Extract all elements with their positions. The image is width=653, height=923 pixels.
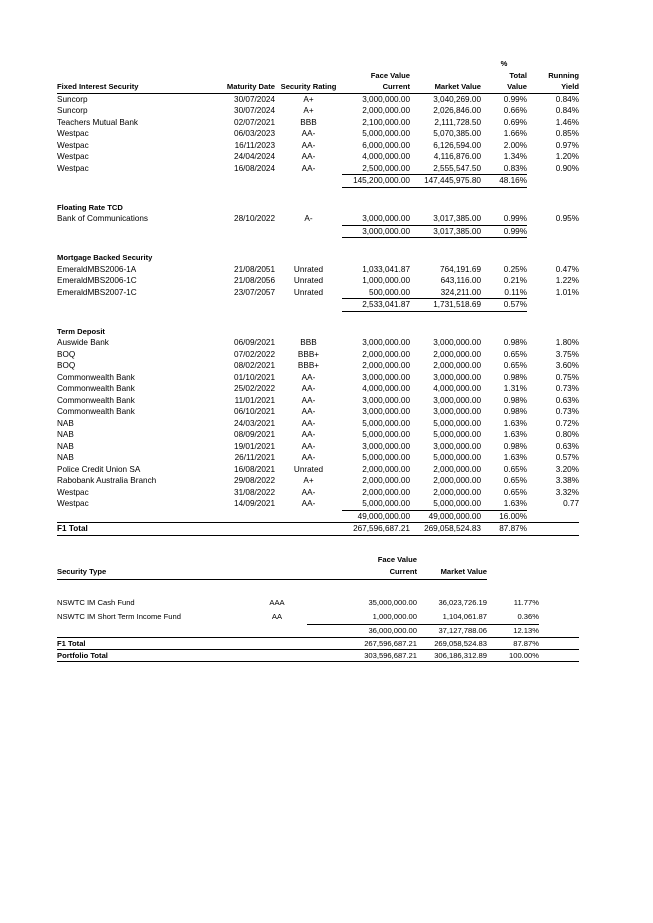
portfolio-report	[57, 58, 579, 662]
security-rating: AA-	[301, 140, 316, 150]
funds-market-header: Market Value	[417, 565, 487, 580]
portfolio-total-label: Portfolio Total	[57, 650, 247, 662]
face-value: 5,000,000.00	[362, 499, 410, 508]
funds-subtotal-pct: 12.13%	[487, 625, 539, 638]
pct-total: 0.98%	[503, 407, 527, 416]
subtotal-row	[57, 225, 579, 238]
table-row	[57, 406, 579, 418]
table-row	[57, 128, 579, 140]
security-name: Police Credit Union SA	[57, 464, 141, 474]
security-name: EmeraldMBS2007-1C	[57, 287, 137, 297]
pct-total: 1.63%	[503, 418, 527, 428]
security-rating: Unrated	[293, 287, 324, 297]
maturity-date: 07/02/2022	[234, 349, 275, 359]
subtotal-face: 49,000,000.00	[342, 510, 410, 523]
subtotal-face: 2,533,041.87	[342, 299, 410, 312]
securities-table	[57, 58, 579, 536]
running-yield: 0.73%	[555, 407, 579, 416]
table-row	[57, 163, 579, 175]
face-value: 500,000.00	[369, 287, 410, 297]
market-value: 5,000,000.00	[433, 430, 481, 439]
table-row	[57, 452, 579, 464]
market-value: 2,000,000.00	[433, 361, 481, 370]
maturity-date: 25/02/2022	[234, 384, 275, 393]
running-yield: 0.73%	[555, 384, 579, 393]
running-yield: 1.20%	[555, 152, 579, 161]
pct-total: 0.65%	[503, 361, 527, 370]
running-yield: 1.01%	[555, 287, 579, 297]
security-rating: AA-	[301, 395, 316, 405]
running-yield: 0.90%	[555, 163, 579, 173]
market-value: 5,000,000.00	[433, 453, 481, 462]
portfolio-total-market: 306,186,312.89	[417, 650, 487, 662]
term-deposit-title: Term Deposit	[57, 326, 105, 336]
maturity-date: 23/07/2057	[234, 287, 275, 297]
subtotal-pct: 0.57%	[481, 299, 527, 312]
mortgage-rows	[57, 264, 579, 312]
running-yield: 3.20%	[555, 464, 579, 474]
pct-total: 1.34%	[503, 152, 527, 161]
subtotal-face: 3,000,000.00	[342, 225, 410, 238]
pct-header-symbol: %	[500, 59, 508, 68]
maturity-date: 24/04/2024	[234, 152, 275, 161]
maturity-date: 16/08/2024	[234, 163, 275, 173]
face-value: 2,000,000.00	[362, 361, 410, 370]
market-value: 2,000,000.00	[433, 464, 481, 474]
fund-market-value: 36,023,726.19	[438, 598, 487, 607]
subtotal-pct: 48.16%	[481, 175, 527, 188]
market-value: 3,000,000.00	[433, 407, 481, 416]
security-name: Commonwealth Bank	[57, 395, 135, 405]
market-value: 764,191.69	[440, 264, 481, 274]
security-name: Teachers Mutual Bank	[57, 117, 139, 127]
f1-total-row	[57, 523, 579, 536]
maturity-date: 06/09/2021	[234, 338, 275, 347]
running-yield: 0.80%	[555, 430, 579, 439]
fund-row	[57, 596, 579, 610]
market-value: 3,000,000.00	[433, 338, 481, 347]
running-yield: 0.85%	[555, 129, 579, 138]
maturity-date: 29/08/2022	[234, 476, 275, 485]
face-value: 5,000,000.00	[362, 453, 410, 462]
fund-name: NSWTC IM Short Term Income Fund	[57, 612, 181, 622]
subtotal-market: 3,017,385.00	[410, 225, 481, 238]
running-yield: 3.38%	[555, 476, 579, 485]
maturity-date: 08/02/2021	[234, 361, 275, 370]
security-name: EmeraldMBS2006-1A	[57, 264, 137, 274]
pct-total: 0.99%	[503, 94, 527, 104]
rating-header: Security Rating	[275, 81, 342, 93]
security-name: Bank of Communications	[57, 214, 149, 224]
security-name: Commonwealth Bank	[57, 407, 135, 416]
running-yield: 0.84%	[555, 94, 579, 104]
subtotal-row	[57, 175, 579, 188]
portfolio-total-face: 303,596,687.21	[307, 650, 417, 662]
security-rating: AA-	[301, 384, 316, 393]
maturity-date: 21/08/2051	[234, 264, 275, 274]
maturity-date: 11/01/2021	[234, 395, 275, 405]
table-row	[57, 429, 579, 441]
maturity-date: 30/07/2024	[234, 106, 275, 115]
pct-total: 1.63%	[503, 499, 527, 508]
face-value: 2,500,000.00	[362, 163, 410, 173]
market-value: 643,116.00	[440, 276, 481, 285]
market-value: 3,000,000.00	[433, 441, 481, 451]
market-value: 5,070,385.00	[433, 129, 481, 138]
face-value: 2,000,000.00	[362, 106, 410, 115]
market-value: 2,000,000.00	[433, 487, 481, 497]
maturity-date: 08/09/2021	[234, 430, 275, 439]
pct-total: 0.21%	[503, 276, 527, 285]
fund-pct: 11.77%	[513, 598, 539, 607]
security-rating: AA-	[301, 418, 316, 428]
security-rating: AA-	[301, 152, 316, 161]
table-row	[57, 287, 579, 299]
security-name: Commonwealth Bank	[57, 384, 135, 393]
pct-total: 1.63%	[503, 430, 527, 439]
table-row	[57, 395, 579, 407]
pct-total: 0.65%	[503, 476, 527, 485]
market-value: 2,111,728.50	[434, 117, 481, 127]
market-value: 2,026,846.00	[433, 106, 481, 115]
table-row	[57, 475, 579, 487]
running-yield: 1.80%	[555, 338, 579, 347]
face-value: 4,000,000.00	[362, 384, 410, 393]
term-deposit-rows	[57, 337, 579, 523]
yield-header-yield: Yield	[527, 81, 579, 93]
face-value: 2,000,000.00	[362, 464, 410, 474]
security-header: Fixed Interest Security	[57, 81, 205, 93]
market-value: 3,017,385.00	[433, 214, 481, 223]
security-type-header: Security Type	[57, 565, 247, 580]
table-row	[57, 498, 579, 510]
security-name: Westpac	[57, 163, 89, 173]
market-value: 5,000,000.00	[433, 418, 481, 428]
security-rating: AA-	[301, 129, 316, 138]
fund-face-value: 1,000,000.00	[372, 612, 417, 621]
security-rating: AA-	[301, 441, 316, 451]
security-rating: A+	[303, 94, 314, 104]
face-value: 1,033,041.87	[362, 264, 410, 274]
funds-f1-total-row	[57, 638, 579, 650]
floating-title: Floating Rate TCD	[57, 202, 123, 212]
face-value: 3,000,000.00	[362, 372, 410, 382]
funds-subtotal-market: 37,127,788.06	[417, 625, 487, 638]
security-rating: BBB	[300, 117, 317, 127]
portfolio-total-pct: 100.00%	[487, 650, 539, 662]
f1-total-label: F1 Total	[57, 523, 205, 536]
pct-header-value: Value	[481, 81, 527, 93]
security-name: Westpac	[57, 129, 89, 138]
security-rating: AA-	[301, 163, 316, 173]
running-yield: 0.47%	[555, 264, 579, 274]
fund-pct: 0.36%	[517, 612, 539, 621]
face-value: 2,000,000.00	[362, 349, 410, 359]
maturity-date: 14/09/2021	[234, 499, 275, 509]
face-value: 6,000,000.00	[362, 140, 410, 150]
running-yield: 3.60%	[555, 361, 579, 370]
table-row	[57, 140, 579, 152]
subtotal-pct: 16.00%	[481, 510, 527, 523]
pct-total: 0.11%	[504, 287, 527, 297]
subtotal-face: 145,200,000.00	[342, 175, 410, 188]
market-value: 5,000,000.00	[433, 499, 481, 508]
running-yield: 0.77	[563, 499, 579, 509]
running-yield: 0.63%	[555, 441, 579, 451]
face-value: 1,000,000.00	[362, 276, 410, 285]
maturity-date: 01/10/2021	[234, 372, 275, 382]
pct-total: 0.98%	[503, 441, 527, 451]
pct-total: 0.66%	[503, 106, 527, 115]
pct-total: 0.98%	[503, 395, 527, 405]
pct-total: 1.63%	[503, 453, 527, 462]
funds-f1-total-label: F1 Total	[57, 638, 247, 650]
market-value: 324,211.00	[440, 287, 481, 297]
face-value: 3,000,000.00	[362, 395, 410, 405]
security-name: NAB	[57, 418, 74, 428]
table-row	[57, 337, 579, 349]
fixed-interest-section	[57, 93, 579, 187]
security-rating: A+	[303, 476, 314, 485]
security-name: NAB	[57, 430, 74, 439]
table-row	[57, 487, 579, 499]
security-rating: Unrated	[293, 264, 324, 274]
security-rating: AA-	[301, 430, 316, 439]
floating-rows	[57, 213, 579, 238]
subtotal-market: 49,000,000.00	[410, 510, 481, 523]
security-name: NAB	[57, 453, 74, 462]
subtotal-market: 147,445,975.80	[410, 175, 481, 188]
face-value: 2,000,000.00	[362, 487, 410, 497]
funds-current-header: Current	[307, 565, 417, 580]
face-value: 4,000,000.00	[362, 152, 410, 161]
maturity-header: Maturity Date	[205, 81, 275, 93]
pct-total: 0.98%	[503, 338, 527, 347]
fund-rating: AA	[271, 612, 283, 622]
maturity-date: 26/11/2021	[234, 453, 275, 462]
security-name: BOQ	[57, 349, 76, 359]
funds-subtotal-row	[57, 625, 579, 638]
security-rating: BBB+	[297, 361, 320, 370]
pct-total: 0.98%	[503, 372, 527, 382]
running-yield: 0.84%	[555, 106, 579, 115]
table-row	[57, 418, 579, 430]
security-name: Commonwealth Bank	[57, 372, 135, 382]
maturity-date: 19/01/2021	[234, 441, 275, 451]
running-yield: 0.57%	[555, 453, 579, 462]
face-value: 3,000,000.00	[362, 407, 410, 416]
table-row	[57, 360, 579, 372]
market-value: 3,000,000.00	[433, 372, 481, 382]
pct-total: 0.65%	[503, 487, 527, 497]
table-row	[57, 275, 579, 287]
fund-rating: AAA	[269, 598, 285, 607]
table-row	[57, 151, 579, 163]
market-value: 4,116,876.00	[433, 152, 481, 161]
face-value: 3,000,000.00	[362, 94, 410, 104]
maturity-date: 06/03/2023	[234, 129, 275, 138]
running-yield: 1.22%	[555, 276, 579, 285]
running-yield: 0.72%	[555, 418, 579, 428]
security-rating: AA-	[301, 372, 316, 382]
maturity-date: 28/10/2022	[234, 214, 275, 224]
security-name: Rabobank Australia Branch	[57, 476, 157, 485]
maturity-date: 06/10/2021	[234, 407, 275, 416]
subtotal-row	[57, 299, 579, 312]
security-rating: BBB	[300, 338, 317, 347]
running-yield: 0.63%	[555, 395, 579, 405]
fund-face-value: 35,000,000.00	[368, 598, 417, 607]
pct-total: 0.65%	[503, 464, 527, 474]
security-rating: AA-	[301, 499, 316, 509]
pct-total: 1.31%	[503, 384, 527, 393]
funds-table	[57, 554, 579, 663]
table-row	[57, 464, 579, 476]
yield-header-running: Running	[548, 70, 579, 80]
running-yield: 3.32%	[555, 487, 579, 497]
market-value: 2,000,000.00	[433, 476, 481, 485]
floating-section	[57, 187, 579, 213]
fund-row	[57, 610, 579, 625]
market-value: 2,000,000.00	[433, 349, 481, 359]
security-name: EmeraldMBS2006-1C	[57, 276, 137, 285]
security-rating: Unrated	[293, 464, 324, 474]
security-rating: A-	[304, 214, 313, 224]
face-value: 2,000,000.00	[362, 476, 410, 485]
face-value: 5,000,000.00	[362, 418, 410, 428]
security-rating: AA-	[301, 453, 316, 462]
pct-header-total: Total	[509, 70, 527, 80]
table-row	[57, 264, 579, 276]
table-row	[57, 213, 579, 225]
security-rating: Unrated	[293, 276, 324, 285]
funds-face-value-header: Face Value	[377, 554, 417, 564]
subtotal-row	[57, 510, 579, 523]
face-value: 3,000,000.00	[362, 338, 410, 347]
security-name: Auswide Bank	[57, 338, 109, 347]
security-rating: A+	[303, 106, 314, 115]
security-rating: BBB+	[297, 349, 320, 359]
security-name: NAB	[57, 441, 74, 451]
fund-name: NSWTC IM Cash Fund	[57, 598, 135, 607]
term-deposit-section	[57, 311, 579, 337]
market-value: 6,126,594.00	[433, 140, 481, 150]
security-name: Westpac	[57, 487, 89, 497]
subtotal-market: 1,731,518.69	[410, 299, 481, 312]
mortgage-section	[57, 238, 579, 264]
funds-f1-total-pct: 87.87%	[487, 638, 539, 650]
table-row	[57, 93, 579, 105]
table-row	[57, 441, 579, 453]
funds-rows	[57, 596, 579, 625]
face-current-header: Current	[342, 81, 410, 93]
security-name: Westpac	[57, 499, 89, 509]
portfolio-total-row	[57, 650, 579, 662]
security-name: Suncorp	[57, 94, 88, 104]
security-name: BOQ	[57, 361, 76, 370]
table-row	[57, 383, 579, 395]
face-value-header: Face Value	[370, 70, 410, 80]
f1-total-pct: 87.87%	[481, 523, 527, 536]
pct-total: 0.65%	[503, 349, 527, 359]
table-row	[57, 372, 579, 384]
face-value: 5,000,000.00	[362, 129, 410, 138]
table-row	[57, 105, 579, 117]
running-yield: 0.75%	[555, 372, 579, 382]
funds-f1-total-market: 269,058,524.83	[417, 638, 487, 650]
maturity-date: 16/08/2021	[234, 464, 275, 474]
pct-total: 1.66%	[503, 129, 527, 138]
pct-total: 0.99%	[503, 214, 527, 223]
security-rating: AA-	[301, 487, 316, 497]
market-value-header: Market Value	[410, 81, 481, 93]
f1-total-market: 269,058,524.83	[410, 523, 481, 536]
maturity-date: 21/08/2056	[234, 276, 275, 285]
market-value: 3,040,269.00	[433, 94, 481, 104]
maturity-date: 24/03/2021	[234, 418, 275, 428]
subtotal-pct: 0.99%	[481, 225, 527, 238]
face-value: 3,000,000.00	[362, 441, 410, 451]
market-value: 3,000,000.00	[433, 395, 481, 405]
market-value: 4,000,000.00	[433, 384, 481, 393]
pct-total: 0.25%	[503, 264, 527, 274]
pct-total: 2.00%	[503, 140, 527, 150]
face-value: 5,000,000.00	[362, 430, 410, 439]
running-yield: 1.46%	[555, 117, 579, 127]
security-name: Suncorp	[57, 106, 88, 115]
fund-market-value: 1,104,061.87	[442, 612, 487, 621]
running-yield: 0.95%	[555, 214, 579, 224]
funds-f1-total-face: 267,596,687.21	[307, 638, 417, 650]
table-row	[57, 117, 579, 129]
security-rating: AA-	[301, 407, 316, 416]
f1-total-face: 267,596,687.21	[342, 523, 410, 536]
running-yield: 3.75%	[555, 349, 579, 359]
maturity-date: 02/07/2021	[234, 117, 275, 127]
maturity-date: 31/08/2022	[234, 487, 275, 497]
market-value: 2,555,547.50	[433, 163, 481, 173]
maturity-date: 30/07/2024	[234, 94, 275, 104]
pct-total: 0.83%	[503, 163, 527, 173]
maturity-date: 16/11/2023	[234, 140, 275, 150]
security-name: Westpac	[57, 140, 89, 150]
running-yield: 0.97%	[555, 140, 579, 150]
pct-total: 0.69%	[503, 117, 527, 127]
table-row	[57, 349, 579, 361]
face-value: 3,000,000.00	[362, 214, 410, 223]
mortgage-title: Mortgage Backed Security	[57, 253, 153, 262]
funds-subtotal-face: 36,000,000.00	[307, 625, 417, 638]
face-value: 2,100,000.00	[362, 117, 410, 127]
security-name: Westpac	[57, 152, 89, 161]
